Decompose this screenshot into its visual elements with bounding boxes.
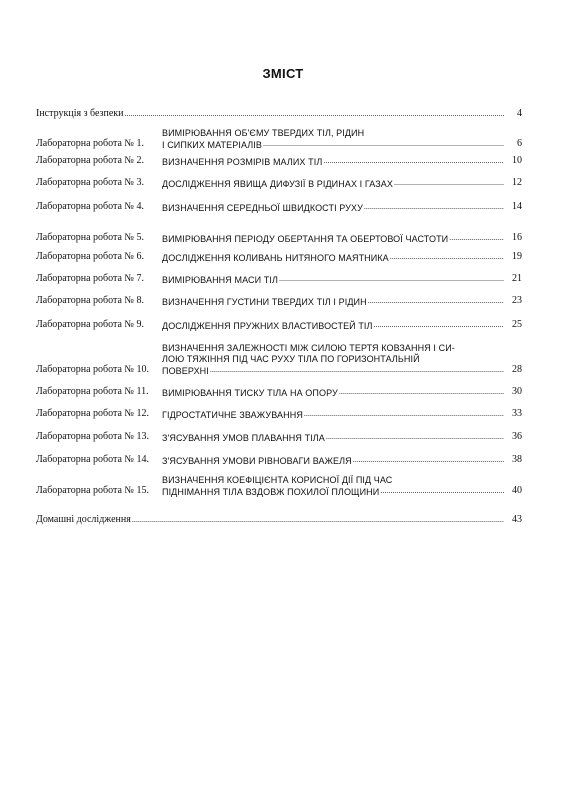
lab-number-label: Лабораторна робота № 3. (36, 177, 144, 188)
lab-title-block (162, 475, 522, 498)
lab-title: ДОСЛІДЖЕННЯ ПРУЖНИХ ВЛАСТИВОСТЕЙ ТІЛ (162, 320, 373, 331)
page-number: 14 (512, 201, 522, 212)
page-number: 12 (512, 177, 522, 188)
lab-title-block (162, 319, 522, 331)
lab-title-line: ВИЗНАЧЕННЯ ЗАЛЕЖНОСТІ МІЖ СИЛОЮ ТЕРТЯ КОВЗАННЯ І СИ- (162, 343, 455, 353)
lab-title: З'ЯСУВАННЯ УМОВ ПЛАВАННЯ ТІЛА (162, 432, 325, 443)
toc-entry-home-research[interactable] (36, 514, 522, 526)
page-number: 16 (512, 232, 522, 243)
dot-leader (449, 233, 504, 243)
dot-leader (380, 486, 504, 496)
page-number: 10 (512, 155, 522, 166)
lab-number-label: Лабораторна робота № 14. (36, 454, 149, 465)
lab-title: ВИМІРЮВАННЯ ПЕРІОДУ ОБЕРТАННЯ ТА ОБЕРТОВОЇ ЧАСТОТИ (162, 233, 449, 244)
toc-entry-lab-8[interactable] (36, 295, 522, 307)
toc-entry-lab-14[interactable] (36, 454, 522, 466)
lab-title-last-line (162, 364, 522, 376)
lab-title-last-line (162, 138, 522, 150)
lab-number-label: Лабораторна робота № 15. (36, 485, 149, 496)
dot-leader (390, 252, 504, 262)
toc-entry-lab-1[interactable] (36, 128, 522, 151)
lab-number-label: Лабораторна робота № 11. (36, 386, 149, 397)
toc-entry-content (36, 514, 522, 526)
lab-title: ДОСЛІДЖЕННЯ КОЛИВАНЬ НИТЯНОГО МАЯТНИКА (162, 252, 389, 263)
toc-entry-lab-12[interactable] (36, 408, 522, 420)
lab-number-label: Лабораторна робота № 2. (36, 155, 144, 166)
lab-title-last-line (162, 485, 522, 497)
dot-leader (323, 156, 504, 166)
lab-title: ДОСЛІДЖЕННЯ ЯВИЩА ДИФУЗІЇ В РІДИНАХ І ГАЗАХ (162, 178, 393, 189)
page-number: 25 (512, 319, 522, 330)
lab-title-block (162, 177, 522, 189)
page-number: 30 (512, 386, 522, 397)
toc-entry-content (36, 108, 522, 120)
toc-entry-safety[interactable] (36, 108, 522, 120)
lab-title: ГІДРОСТАТИЧНЕ ЗВАЖУВАННЯ (162, 409, 303, 420)
page-title: ЗМІСТ (262, 66, 304, 81)
lab-title-block (162, 232, 522, 244)
toc-entry-lab-2[interactable] (36, 155, 522, 167)
toc-entry-lab-6[interactable] (36, 251, 522, 263)
toc-entry-lab-5[interactable] (36, 232, 522, 244)
lab-number-label: Лабораторна робота № 12. (36, 408, 149, 419)
toc-entry-text: Інструкція з безпеки (36, 108, 124, 119)
dot-leader (368, 296, 504, 306)
page-number: 40 (512, 485, 522, 496)
lab-title-line: ВИМІРЮВАННЯ ОБ'ЄМУ ТВЕРДИХ ТІЛ, РІДИН (162, 127, 365, 138)
page-number: 36 (512, 431, 522, 442)
lab-title: ВИЗНАЧЕННЯ РОЗМІРІВ МАЛИХ ТІЛ (162, 156, 323, 167)
lab-title-line: ВИЗНАЧЕННЯ КОЕФІЦІЄНТА КОРИСНОЇ ДІЇ ПІД ЧАС (162, 474, 393, 485)
toc-entry-text: Домашні дослідження (36, 514, 131, 525)
dot-leader (304, 409, 504, 419)
lab-title-line: ПІДНІМАННЯ ТІЛА ВЗДОВЖ ПОХИЛОЇ ПЛОЩИНИ (162, 486, 380, 497)
page-number: 21 (512, 273, 522, 284)
lab-title-line: ПОВЕРХНІ (162, 365, 209, 376)
dot-leader (326, 432, 504, 442)
lab-title-block (162, 155, 522, 167)
lab-number-label: Лабораторна робота № 10. (36, 364, 149, 375)
lab-number-label: Лабораторна робота № 5. (36, 232, 144, 243)
page-number: 19 (512, 251, 522, 262)
page-number: 38 (512, 454, 522, 465)
lab-title-block (162, 201, 522, 213)
lab-title: ВИМІРЮВАННЯ ТИСКУ ТІЛА НА ОПОРУ (162, 387, 338, 398)
toc-entry-lab-10[interactable] (36, 343, 522, 376)
lab-number-label: Лабораторна робота № 9. (36, 319, 144, 330)
toc-entry-lab-11[interactable] (36, 386, 522, 398)
lab-title-block (162, 295, 522, 307)
toc-entry-lab-15[interactable] (36, 475, 522, 498)
dot-leader (353, 455, 504, 465)
lab-number-label: Лабораторна робота № 13. (36, 431, 149, 442)
lab-number-label: Лабораторна робота № 7. (36, 273, 144, 284)
lab-title-line: ЛОЮ ТЯЖІННЯ ПІД ЧАС РУХУ ТІЛА ПО ГОРИЗОНТАЛЬНІЙ (162, 353, 420, 364)
toc-entry-lab-3[interactable] (36, 177, 522, 189)
lab-title-block (162, 454, 522, 466)
page-number: 23 (512, 295, 522, 306)
lab-title-lines (162, 128, 522, 151)
toc-entry-lab-7[interactable] (36, 273, 522, 285)
lab-title-block (162, 343, 522, 376)
lab-title-block (162, 273, 522, 285)
page-number: 6 (517, 138, 522, 149)
dot-leader (364, 202, 504, 212)
dot-leader (125, 109, 505, 119)
dot-leader (394, 178, 504, 188)
lab-title: З'ЯСУВАННЯ УМОВИ РІВНОВАГИ ВАЖЕЛЯ (162, 455, 352, 466)
page-number: 33 (512, 408, 522, 419)
page-number: 43 (512, 514, 522, 525)
page-number: 4 (517, 108, 522, 119)
lab-title-block (162, 251, 522, 263)
dot-leader (263, 139, 504, 149)
toc-entry-lab-13[interactable] (36, 431, 522, 443)
lab-number-label: Лабораторна робота № 6. (36, 251, 144, 262)
lab-number-label: Лабораторна робота № 1. (36, 138, 144, 149)
dot-leader (132, 515, 504, 525)
lab-title-line: І СИПКИХ МАТЕРІАЛІВ (162, 139, 262, 150)
lab-number-label: Лабораторна робота № 4. (36, 201, 144, 212)
page-number: 28 (512, 364, 522, 375)
lab-title-lines (162, 343, 522, 376)
lab-number-label: Лабораторна робота № 8. (36, 295, 144, 306)
lab-title: ВИЗНАЧЕННЯ ГУСТИНИ ТВЕРДИХ ТІЛ І РІДИН (162, 296, 367, 307)
lab-title-block (162, 386, 522, 398)
dot-leader (339, 387, 504, 397)
lab-title-block (162, 408, 522, 420)
dot-leader (279, 274, 504, 284)
lab-title: ВИЗНАЧЕННЯ СЕРЕДНЬОЇ ШВИДКОСТІ РУХУ (162, 202, 363, 213)
lab-title-lines (162, 475, 522, 498)
lab-title-block (162, 431, 522, 443)
toc-entry-lab-9[interactable] (36, 319, 522, 331)
lab-title-block (162, 128, 522, 151)
dot-leader (210, 365, 504, 375)
toc-entry-lab-4[interactable] (36, 201, 522, 213)
lab-title: ВИМІРЮВАННЯ МАСИ ТІЛ (162, 274, 278, 285)
dot-leader (374, 320, 504, 330)
